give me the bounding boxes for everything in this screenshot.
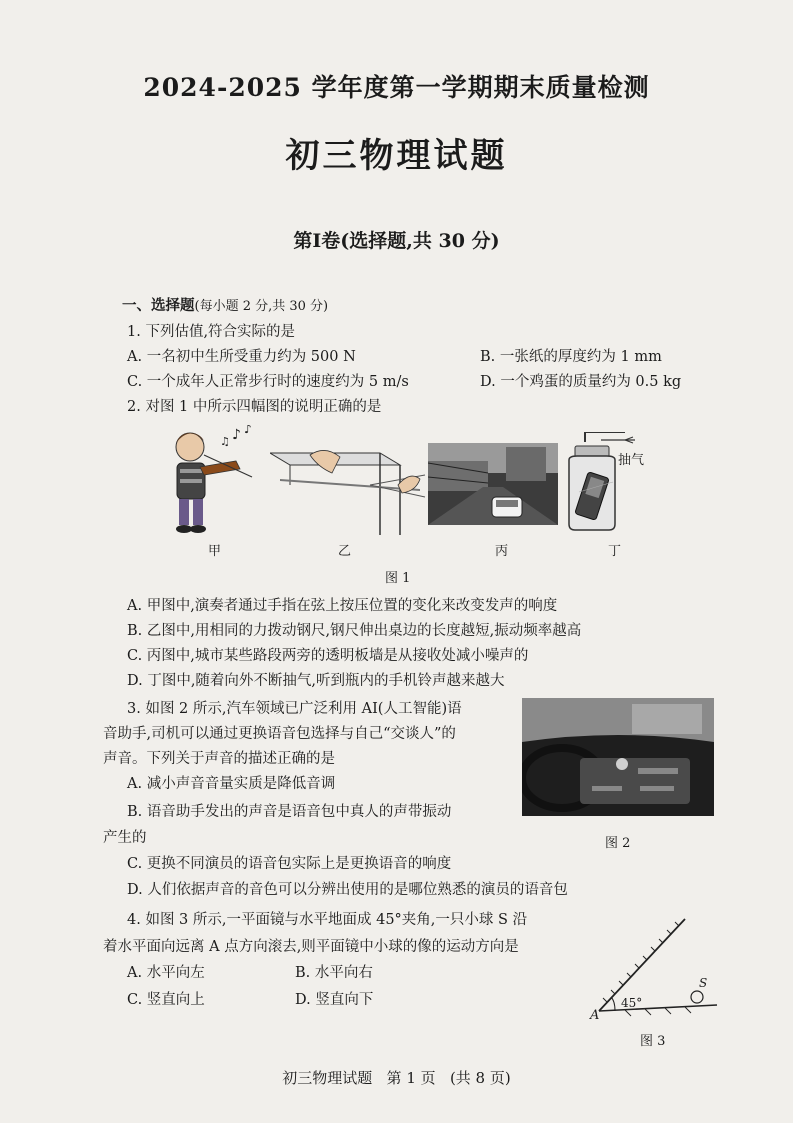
- figure-3-caption: 图 3: [640, 1034, 666, 1049]
- q3-stem-line1: 3. 如图 2 所示,汽车领域已广泛利用 AI(人工智能)语: [127, 701, 462, 717]
- section-heading-label: 一、选择题: [122, 297, 195, 314]
- q4-option-d: D. 竖直向下: [295, 992, 374, 1008]
- q4-option-a: A. 水平向左: [127, 965, 205, 981]
- fig1-label-ding: 丁: [608, 544, 622, 559]
- q3-option-b-line1: B. 语音助手发出的声音是语音包中真人的声带振动: [127, 804, 452, 820]
- exam-subject-title: 初三物理试题: [285, 136, 508, 176]
- page-footer: 初三物理试题 第 1 页 (共 8 页): [282, 1069, 511, 1087]
- q1-option-b: B. 一张纸的厚度约为 1 mm: [480, 349, 662, 365]
- q2-option-a: A. 甲图中,演奏者通过手指在弦上按压位置的变化来改变发声的响度: [127, 598, 558, 614]
- q1-option-c: C. 一个成年人正常步行时的速度约为 5 m/s: [127, 374, 409, 390]
- fig1-label-bing: 丙: [495, 544, 509, 559]
- road-barrier-photo: [428, 443, 558, 525]
- q2-stem: 2. 对图 1 中所示四幅图的说明正确的是: [127, 399, 382, 415]
- q3-stem-line2: 音助手,司机可以通过更换语音包选择与自己“交谈人”的: [103, 726, 456, 742]
- q2-option-b: B. 乙图中,用相同的力拨动钢尺,钢尺伸出桌边的长度越短,振动频率越高: [127, 623, 582, 639]
- q1-stem: 1. 下列估值,符合实际的是: [127, 324, 296, 340]
- q3-option-b-line2: 产生的: [103, 830, 147, 846]
- q1-option-d: D. 一个鸡蛋的质量约为 0.5 kg: [480, 374, 682, 390]
- figure-1-caption: 图 1: [385, 571, 411, 586]
- q3-option-c: C. 更换不同演员的语音包实际上是更换语音的响度: [127, 856, 452, 872]
- q4-option-b: B. 水平向右: [295, 965, 373, 981]
- svg-text:♪: ♪: [232, 427, 241, 443]
- fig1-label-yi: 乙: [338, 544, 352, 559]
- angle-label: 45°: [621, 996, 643, 1010]
- volume-title: 第Ⅰ卷(选择题,共 30 分): [293, 230, 500, 252]
- car-dashboard-photo: [522, 698, 714, 816]
- mirror-diagram: [585, 905, 720, 1020]
- section-heading: [122, 296, 328, 317]
- point-s-label: S: [699, 976, 708, 990]
- q3-option-d: D. 人们依据声音的音色可以分辨出使用的是哪位熟悉的演员的语音包: [127, 882, 568, 898]
- pump-label: 抽气: [618, 453, 645, 468]
- exam-header-title: 2024-2025 学年度第一学期期末质量检测: [143, 73, 650, 102]
- q4-option-c: C. 竖直向上: [127, 992, 205, 1008]
- q2-option-d: D. 丁图中,随着向外不断抽气,听到瓶内的手机铃声越来越大: [127, 673, 505, 689]
- q4-stem-line1: 4. 如图 3 所示,一平面镜与水平地面成 45°夹角,一只小球 S 沿: [127, 912, 528, 928]
- figure-2-caption: 图 2: [605, 836, 631, 851]
- violinist-illustration: [160, 425, 260, 537]
- q3-option-a: A. 减小声音音量实质是降低音调: [127, 776, 336, 792]
- svg-text:♪: ♪: [244, 425, 252, 436]
- q4-stem-line2: 着水平面向远离 A 点方向滚去,则平面镜中小球的像的运动方向是: [103, 939, 519, 955]
- svg-text:♫: ♫: [220, 435, 230, 448]
- q2-option-c: C. 丙图中,城市某些路段两旁的透明板墙是从接收处减小噪声的: [127, 648, 529, 664]
- ruler-desk-illustration: [270, 445, 430, 535]
- fig1-label-jia: 甲: [208, 544, 222, 559]
- section-note: (每小题 2 分,共 30 分): [194, 299, 329, 314]
- q3-stem-line3: 声音。下列关于声音的描述正确的是: [103, 751, 335, 767]
- bell-jar-phone-illustration: [565, 432, 675, 532]
- point-a-label: A: [590, 1008, 600, 1023]
- q1-option-a: A. 一名初中生所受重力约为 500 N: [127, 349, 356, 365]
